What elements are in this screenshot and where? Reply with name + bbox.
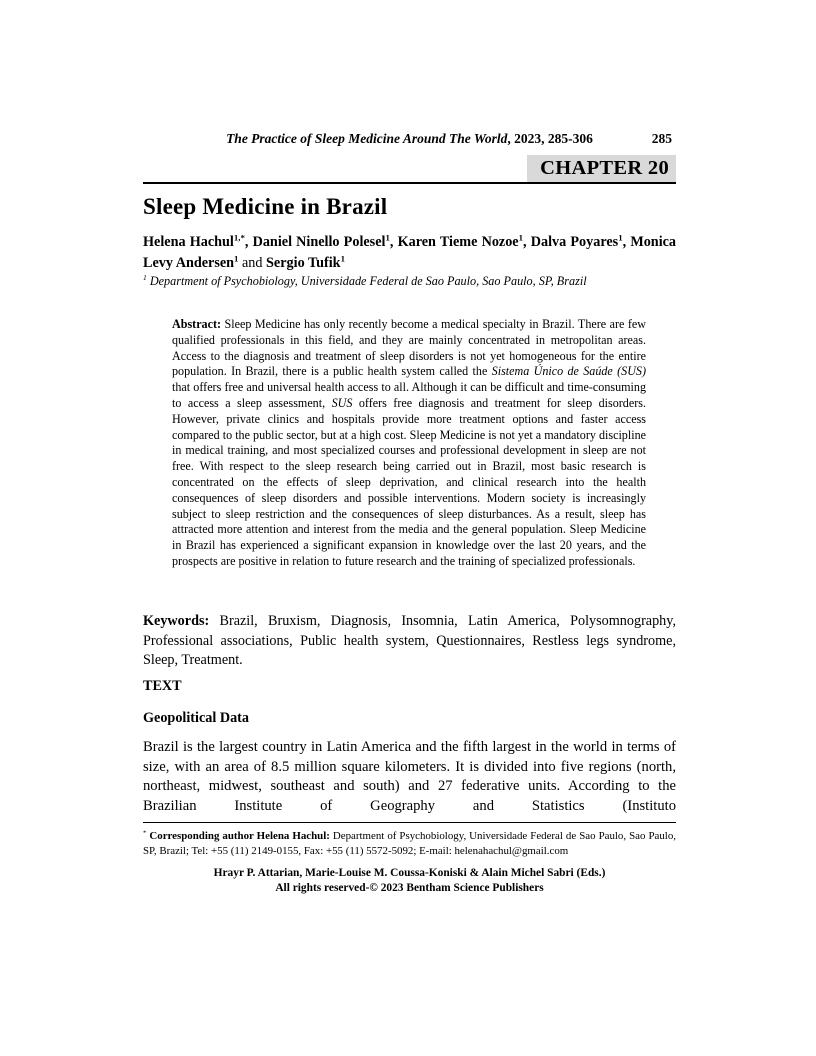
abstract-text: Sleep Medicine has only recently become a medical specialty in Brazil. There are few qualified professionals in this field, and they are mainly concentrated in metropolitan areas. Access to the diagnosis and treatment of sleep disorders is not yet homogeneous for the entire population. In Brazil, there is a public health system called the [172, 317, 646, 379]
keywords-label: Keywords: [143, 613, 210, 629]
author-affiliation-marker: 1 [340, 252, 345, 263]
author-name: Sergio Tufik$^1$ [266, 252, 345, 271]
chapter-heading-row [143, 155, 676, 184]
running-head-pub-info: , 2023, 285-306 [507, 131, 593, 146]
footnote-marker: * [143, 829, 147, 837]
page-content-column [143, 0, 676, 1056]
abstract-text: offers free diagnosis and treatment for sleep disorders. However, private clinics and hospitals provide more treatment options and faster access compared to the public sector, but at a high cost. Sleep Medicine is not yet a mandatory discipline in medical training, and most specialized courses and professional development in sleep are not free. With respect to the sleep research being carried out in Brazil, most basic research is concentrated on the effects of sleep deprivation, and clinical research into the health consequences of sleep disorders and possible interventions. Modern society is increasingly subject to sleep restriction and the consequences of sleep disturbances. As a result, sleep has attracted more attention and interest from the media and the general population. Sleep Medicine in Brazil has experienced a significant expansion in knowledge over the last 20 years, and the prospects are positive in relation to future research and the training of specialized professionals. [172, 395, 646, 568]
editors-line: Hrayr P. Attarian, Marie-Louise M. Coussa-Koniski & Alain Michel Sabri (Eds.) [213, 867, 606, 879]
affiliation-marker: 1 [143, 272, 147, 282]
author-affiliation-marker: 1 [518, 232, 524, 243]
affiliation [143, 274, 676, 289]
keywords-text: Brazil, Bruxism, Diagnosis, Insomnia, Latin America, Polysomnography, Professional associations, Public health system, Questionnaires, Restless legs syndrome, Sleep, Treatment. [143, 613, 676, 668]
author-name: Karen Tieme Nozoe$^1$ [397, 232, 524, 250]
author-name: Daniel Ninello Polesel$^1$ [252, 232, 390, 250]
abstract-text: that offers free and universal health access to all. Although it can be difficult and time-consuming to access a sleep assessment, [172, 380, 646, 410]
author-name: Monica Levy Andersen$^1$ [143, 234, 677, 271]
author-affiliation-marker: 1 [385, 232, 390, 243]
running-head [143, 130, 676, 147]
author-affiliation-marker: 1,* [233, 232, 245, 243]
footnote-bold-lead: Corresponding author Helena Hachul: [146, 830, 330, 842]
abstract-italic-term: Sistema Único de Saúde (SUS) [491, 364, 647, 379]
author-name: Helena Hachul$^{1,*}$ [143, 232, 245, 250]
author-separator: , [244, 234, 253, 250]
abstract-label: Abstract: [172, 317, 222, 331]
section-heading-text: TEXT [143, 678, 182, 694]
article-title: Sleep Medicine in Brazil [143, 194, 388, 219]
author-separator: , [523, 234, 531, 250]
author-separator: and [238, 254, 267, 271]
footnote-text: Department of Psychobiology, Universidade Federal de Sao Paulo, Sao Paulo, SP, Brazil; Tel: +55 (11) 2149-0155, Fax: +55 (11) 5572-5092; E-mail: helenahachul@gmail.com [143, 830, 676, 857]
section-heading-geopolitical-data: Geopolitical Data [143, 710, 249, 726]
abstract [172, 317, 646, 570]
rights-line: All rights reserved-© 2023 Bentham Science Publishers [275, 881, 544, 894]
publisher-footer [143, 866, 676, 895]
author-separator: , [389, 234, 398, 250]
running-head-journal-title: The Practice of Sleep Medicine Around The World [226, 131, 508, 146]
author-name: Dalva Poyares$^1$ [530, 232, 623, 250]
author-affiliation-marker: 1 [618, 232, 623, 243]
author-list [143, 232, 676, 273]
abstract-italic-term: SUS [331, 395, 353, 410]
body-paragraph: Brazil is the largest country in Latin America and the fifth largest in the world in terms of size, with an area of 8.5 million square kilometers. It is divided into five regions (north, northeast, midwest, southeast and south) and 27 federative units. According to the Brazilian Institute of Geography and Statistics (Instituto [143, 739, 676, 814]
author-affiliation-marker: 1 [234, 252, 239, 263]
affiliation-text: Department of Psychobiology, Universidade Federal de Sao Paulo, Sao Paulo, SP, Brazil [146, 274, 587, 288]
keywords [143, 612, 676, 671]
corresponding-author-footnote [143, 822, 676, 858]
chapter-label: CHAPTER 20 [527, 155, 676, 182]
page-number: 285 [651, 131, 672, 146]
author-separator: , [622, 234, 631, 250]
